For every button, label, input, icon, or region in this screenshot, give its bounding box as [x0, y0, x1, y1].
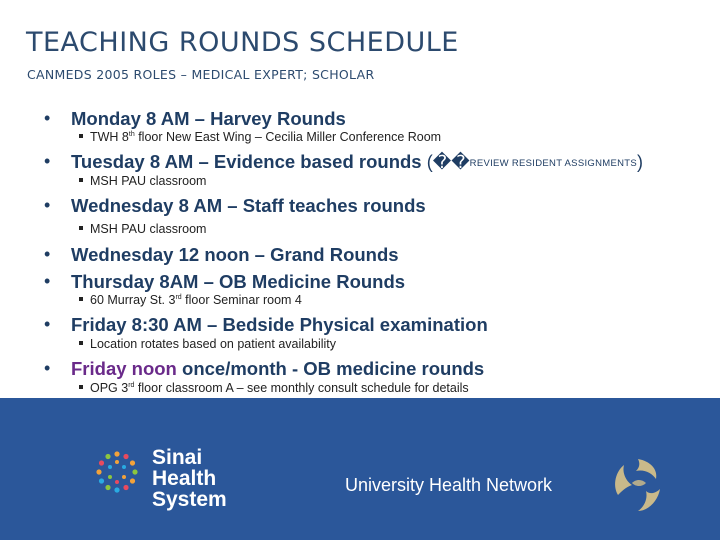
bullet-icon: • — [44, 314, 51, 334]
square-bullet-icon — [79, 134, 83, 138]
bullet-icon: • — [44, 108, 51, 128]
schedule-item-text: Thursday 8AM – OB Medicine Rounds — [71, 271, 406, 292]
schedule-detail: MSH PAU classroom — [79, 222, 206, 236]
square-bullet-icon — [79, 297, 83, 301]
schedule-item-text: Wednesday 8 AM – Staff teaches rounds — [71, 195, 426, 216]
bullet-icon: • — [44, 358, 51, 378]
slide-title: TEACHING ROUNDS SCHEDULE — [26, 27, 459, 58]
schedule-detail: OPG 3rd floor classroom A – see monthly consult schedule for details — [79, 381, 469, 395]
schedule-item-text: Friday noon once/month - OB medicine rounds — [71, 358, 485, 379]
schedule-item-text: Tuesday 8 AM – Evidence based rounds (��REVIEW RESIDENT ASSIGNMENTS) — [71, 151, 643, 172]
schedule-detail: Location rotates based on patient availability — [79, 337, 336, 351]
uhn-logo-icon — [610, 455, 666, 517]
sinai-health-logo-icon — [93, 448, 141, 496]
bullet-icon: • — [44, 244, 51, 264]
square-bullet-icon — [79, 385, 83, 389]
bullet-icon: • — [44, 151, 51, 171]
square-bullet-icon — [79, 226, 83, 230]
schedule-item-text: Wednesday 12 noon – Grand Rounds — [71, 244, 399, 265]
schedule-detail: TWH 8th floor New East Wing – Cecilia Miller Conference Room — [79, 130, 441, 144]
schedule-item-text: Monday 8 AM – Harvey Rounds — [71, 108, 346, 129]
bullet-icon: • — [44, 271, 51, 291]
organization-name: University Health Network — [345, 475, 553, 495]
schedule-detail: MSH PAU classroom — [79, 174, 206, 188]
missing-glyph-icon: �� — [432, 152, 470, 172]
bullet-icon: • — [44, 195, 51, 215]
sinai-health-logo-text: Sinai Health System — [152, 446, 227, 511]
slide-subtitle: CANMEDS 2005 ROLES – MEDICAL EXPERT; SCHOLAR — [27, 67, 375, 82]
square-bullet-icon — [79, 178, 83, 182]
schedule-item-text: Friday 8:30 AM – Bedside Physical examination — [71, 314, 488, 335]
schedule-detail: 60 Murray St. 3rd floor Seminar room 4 — [79, 293, 302, 307]
square-bullet-icon — [79, 341, 83, 345]
